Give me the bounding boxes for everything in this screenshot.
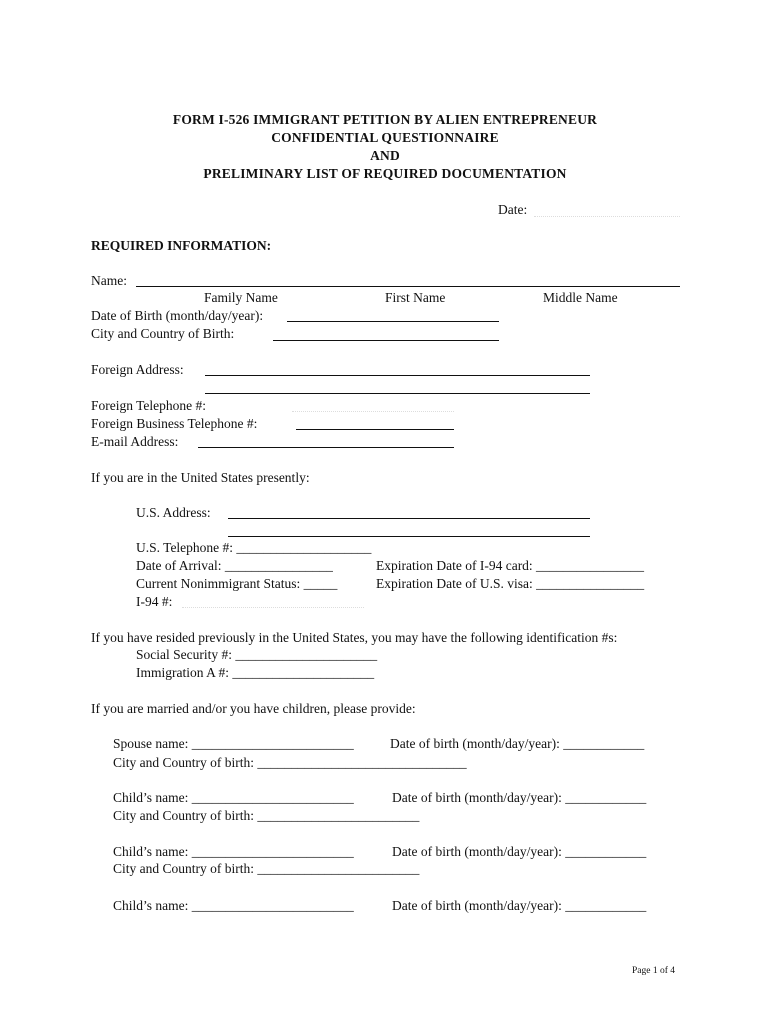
form-title-line-1: FORM I-526 IMMIGRANT PETITION BY ALIEN ENTREPRENEUR xyxy=(172,112,598,127)
middle-name-caption: Middle Name xyxy=(543,290,618,305)
alien-number-line[interactable]: Immigration A #: _____________________ xyxy=(136,665,375,680)
foreign-business-telephone-field[interactable] xyxy=(296,429,454,430)
foreign-telephone-label: Foreign Telephone #: xyxy=(91,398,207,413)
email-field[interactable] xyxy=(198,447,454,448)
nonimmigrant-status-line[interactable]: Current Nonimmigrant Status: _____ xyxy=(136,576,338,591)
social-security-line[interactable]: Social Security #: _____________________ xyxy=(136,647,378,662)
spouse-name-line[interactable]: Spouse name: ________________________ xyxy=(113,736,354,751)
first-name-caption: First Name xyxy=(385,290,446,305)
us-address-field-2[interactable] xyxy=(228,536,590,537)
us-present-intro: If you are in the United States presently: xyxy=(91,470,310,485)
foreign-telephone-field[interactable] xyxy=(292,411,454,412)
child2-dob-line[interactable]: Date of birth (month/day/year): ____________ xyxy=(392,844,647,859)
form-title-line-2: CONFIDENTIAL QUESTIONNAIRE xyxy=(271,130,499,145)
email-label: E-mail Address: xyxy=(91,434,179,449)
foreign-address-field-1[interactable] xyxy=(205,375,590,376)
us-address-label: U.S. Address: xyxy=(136,505,211,520)
page-number: Page 1 of 4 xyxy=(632,966,676,976)
form-title-line-4: PRELIMINARY LIST OF REQUIRED DOCUMENTATION xyxy=(203,166,567,181)
i94-expiration-line[interactable]: Expiration Date of I-94 card: ________________ xyxy=(376,558,645,573)
dob-field[interactable] xyxy=(287,321,499,322)
i94-number-label: I-94 #: xyxy=(136,594,173,609)
dob-label: Date of Birth (month/day/year): xyxy=(91,308,264,323)
date-of-arrival-line[interactable]: Date of Arrival: ________________ xyxy=(136,558,333,573)
us-telephone-line[interactable]: U.S. Telephone #: ____________________ xyxy=(136,540,372,555)
i94-number-field[interactable] xyxy=(182,607,364,608)
child1-birth-place-line[interactable]: City and Country of birth: ________________________ xyxy=(113,808,420,823)
birth-place-field[interactable] xyxy=(273,340,499,341)
birth-place-label: City and Country of Birth: xyxy=(91,326,235,341)
foreign-address-label: Foreign Address: xyxy=(91,362,184,377)
name-field[interactable] xyxy=(136,286,680,287)
us-address-field-1[interactable] xyxy=(228,518,590,519)
form-title-line-3: AND xyxy=(370,148,400,163)
child3-name-line[interactable]: Child’s name: ________________________ xyxy=(113,898,354,913)
visa-expiration-line[interactable]: Expiration Date of U.S. visa: ________________ xyxy=(376,576,645,591)
foreign-business-telephone-label: Foreign Business Telephone #: xyxy=(91,416,258,431)
section-title: REQUIRED INFORMATION: xyxy=(91,238,272,253)
child1-name-line[interactable]: Child’s name: ________________________ xyxy=(113,790,354,805)
child3-dob-line[interactable]: Date of birth (month/day/year): ____________ xyxy=(392,898,647,913)
date-field[interactable] xyxy=(534,216,680,217)
spouse-birth-place-line[interactable]: City and Country of birth: _______________________________ xyxy=(113,755,467,770)
name-label: Name: xyxy=(91,273,127,288)
child1-dob-line[interactable]: Date of birth (month/day/year): ____________ xyxy=(392,790,647,805)
family-name-caption: Family Name xyxy=(204,290,278,305)
date-label: Date: xyxy=(498,202,528,217)
spouse-dob-line[interactable]: Date of birth (month/day/year): ____________ xyxy=(390,736,645,751)
married-intro: If you are married and/or you have children, please provide: xyxy=(91,701,416,716)
foreign-address-field-2[interactable] xyxy=(205,393,590,394)
resided-intro: If you have resided previously in the United States, you may have the following identification #s: xyxy=(91,630,618,645)
child2-birth-place-line[interactable]: City and Country of birth: ________________________ xyxy=(113,861,420,876)
child2-name-line[interactable]: Child’s name: ________________________ xyxy=(113,844,354,859)
